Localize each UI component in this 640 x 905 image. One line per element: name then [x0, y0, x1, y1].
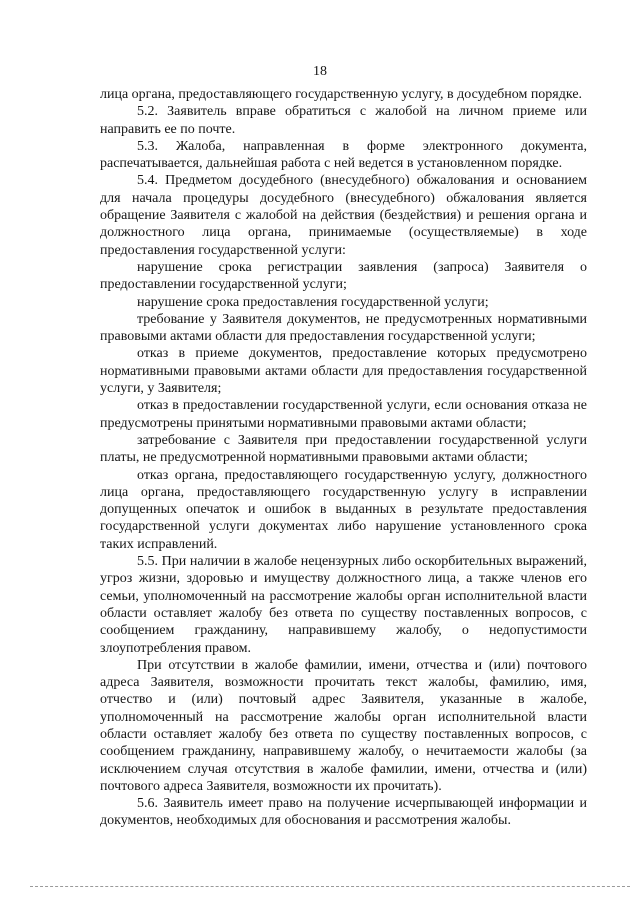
page-number: 18: [313, 64, 327, 79]
paragraph-continuation: лица органа, предоставляющего государственную услугу, в досудебном порядке.: [100, 87, 583, 102]
paragraph-missing-details: При отсутствии в жалобе фамилии, имени, отчества и (или) почтового адреса Заявителя, возможности прочитать текст жалобы, фамилию, имя, отчество и (или) почтовый адрес Заявителя, указанные в жалобе, уполномоченный на рассмотрение жалобы орган исполнительной власти области оставляет жалобу без ответа по существу поставленных вопросов, с сообщением гражданину, направившему жалобу, о нечитаемости жалобы (за исключением случая отсутствия в жалобе фамилии, имени, отчества и (или) почтового адреса Заявителя, возможности их прочитать).: [100, 657, 587, 794]
paragraph-5-6: 5.6. Заявитель имеет право на получение исчерпывающей информации и документов, необходимых для обоснования и рассмотрения жалобы.: [100, 796, 587, 829]
list-item-service-deadline: нарушение срока предоставления государственной услуги;: [137, 294, 489, 310]
paragraph-5-2: 5.2. Заявитель вправе обратиться с жалобой на личном приеме или направить ее по почте.: [100, 104, 587, 137]
paragraph-5-4: 5.4. Предметом досудебного (внесудебного) обжалования и основанием для начала процедуры досудебного (внесудебного) обжалования является обращение Заявителя с жалобой на действия (бездействия) и решения органа и должностного лица органа, принимаемые (осуществляемые) в ходе предоставления государственной услуги:: [100, 173, 587, 258]
paragraph-5-5: 5.5. При наличии в жалобе нецензурных либо оскорбительных выражений, угроз жизни, здоровью и имуществу должностного лица, а также членов его семьи, уполномоченный на рассмотрение жалобы орган исполнительной власти области оставляет жалобу без ответа по существу поставленных вопросов, с сообщением гражданину, направившему жалобу, о недопустимости злоупотребления правом.: [100, 554, 587, 656]
list-item-registration-deadline: нарушение срока регистрации заявления (запроса) Заявителя о предоставлении государственной услуги;: [100, 259, 587, 293]
paragraph-5-3: 5.3. Жалоба, направленная в форме электронного документа, распечатывается, дальнейшая работа с ней ведется в установленном порядке.: [100, 138, 587, 172]
scan-edge-line: [30, 886, 630, 887]
list-item-correction-refusal: отказ органа, предоставляющего государственную услугу, должностного лица органа, предоставляющего государственную услугу в исправлении допущенных опечаток и ошибок в выданных в результате предоставления государственной услуги документах либо нарушение установленного срока таких исправлений.: [100, 467, 587, 552]
list-item-document-refusal: отказ в приеме документов, предоставление которых предусмотрено нормативными правовыми актами области для предоставления государственной услуги, у Заявителя;: [100, 346, 587, 397]
list-item-payment-demand: затребование с Заявителя при предоставлении государственной услуги платы, не предусмотренной нормативными правовыми актами области;: [100, 432, 587, 466]
list-item-service-refusal: отказ в предоставлении государственной услуги, если основания отказа не предусмотрены принятыми нормативными правовыми актами области;: [100, 398, 587, 431]
document-body: [100, 86, 587, 830]
list-item-extra-documents: требование у Заявителя документов, не предусмотренных нормативными правовыми актами области для предоставления государственной услуги;: [100, 311, 587, 345]
